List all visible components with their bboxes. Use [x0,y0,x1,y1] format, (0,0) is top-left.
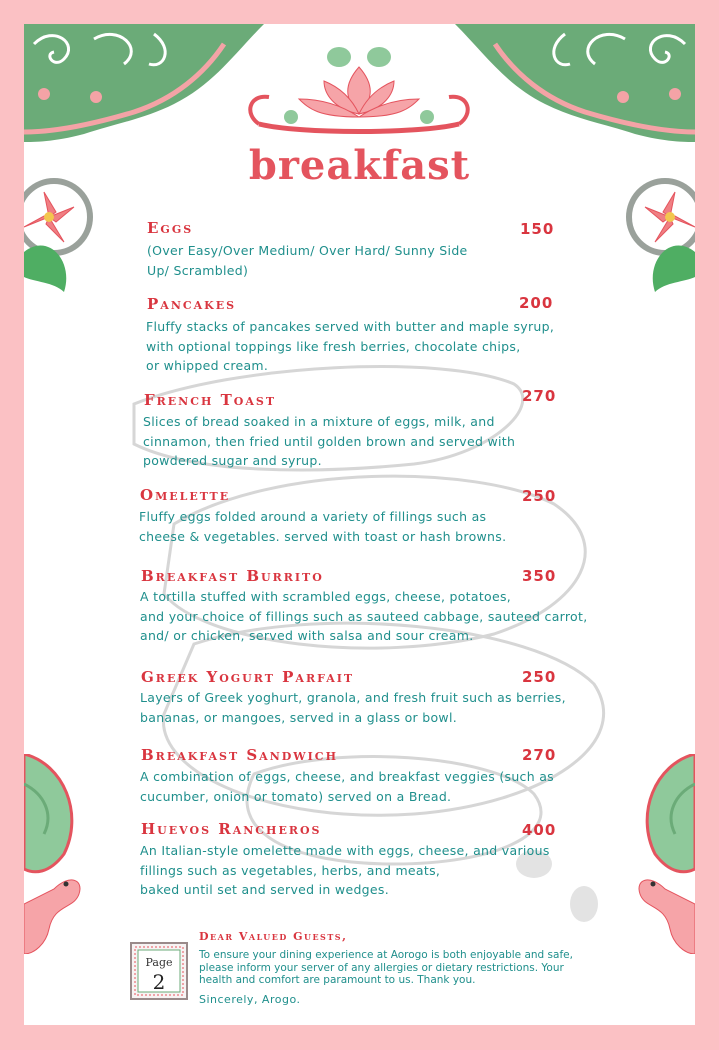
flower-ornament-left [24,172,104,302]
item-price: 400 [522,821,557,839]
page-label: Page [145,956,173,969]
item-description: Fluffy stacks of pancakes served with butter and maple syrup, with optional toppings like fresh berries, chocolate chips, or whipped cream. [146,319,555,373]
item-name: Greek Yogurt Parfait [141,668,355,686]
note-body: To ensure your dining experience at Aorogo is both enjoyable and safe, please inform your server of any allergies or dietary restrictions. Your health and comfort are paramount to us. Thank you. [199,949,573,986]
item-name: Pancakes [147,295,237,313]
corner-ornament-top-right [455,24,695,144]
item-name: Breakfast Sandwich [141,746,338,764]
item-description: Fluffy eggs folded around a variety of fillings such as cheese & vegetables. served with toast or hash browns. [139,509,507,544]
flower-ornament-right [615,172,695,302]
item-price: 200 [519,294,554,312]
note-title: Dear Valued Guests, [199,930,348,943]
note-signature: Sincerely, Arogo. [199,992,301,1006]
guest-note [199,930,644,1006]
page-number: 2 [152,970,166,994]
item-description: A tortilla stuffed with scrambled eggs, cheese, potatoes, and your choice of fillings such as sauteed cabbage, sauteed carrot, and/ or chicken, served with salsa and sour cream. [140,589,588,643]
item-description: Slices of bread soaked in a mixture of eggs, milk, and cinnamon, then fried until golden brown and served with powdered sugar and syrup. [143,414,516,468]
item-name: Breakfast Burrito [141,567,324,585]
flamingo-ornament-right [625,754,695,954]
page-number-badge [130,942,188,1000]
item-name: Eggs [147,219,194,237]
item-price: 150 [520,220,555,238]
item-price: 350 [522,567,557,585]
corner-ornament-top-left [24,24,264,144]
menu-title: breakfast [248,142,471,189]
item-price: 270 [522,746,557,764]
item-name: Huevos Rancheros [141,820,322,838]
item-name: French Toast [144,391,277,409]
item-description: (Over Easy/Over Medium/ Over Hard/ Sunny Side Up/ Scrambled) [147,243,468,278]
lotus-ornament [239,39,479,144]
item-price: 250 [522,668,557,686]
item-description: An Italian-style omelette made with eggs, cheese, and various fillings such as vegetables, herbs, and meats, baked until set and served in wedges. [140,843,550,897]
item-description: A combination of eggs, cheese, and breakfast veggies (such as cucumber, onion or tomato) served on a Bread. [140,769,554,804]
item-price: 270 [522,387,557,405]
item-name: Omelette [140,486,231,504]
menu-page [24,24,695,1025]
flamingo-ornament-left [24,754,94,954]
item-description: Layers of Greek yoghurt, granola, and fresh fruit such as berries, bananas, or mangoes, served in a glass or bowl. [140,690,566,725]
item-price: 250 [522,487,557,505]
